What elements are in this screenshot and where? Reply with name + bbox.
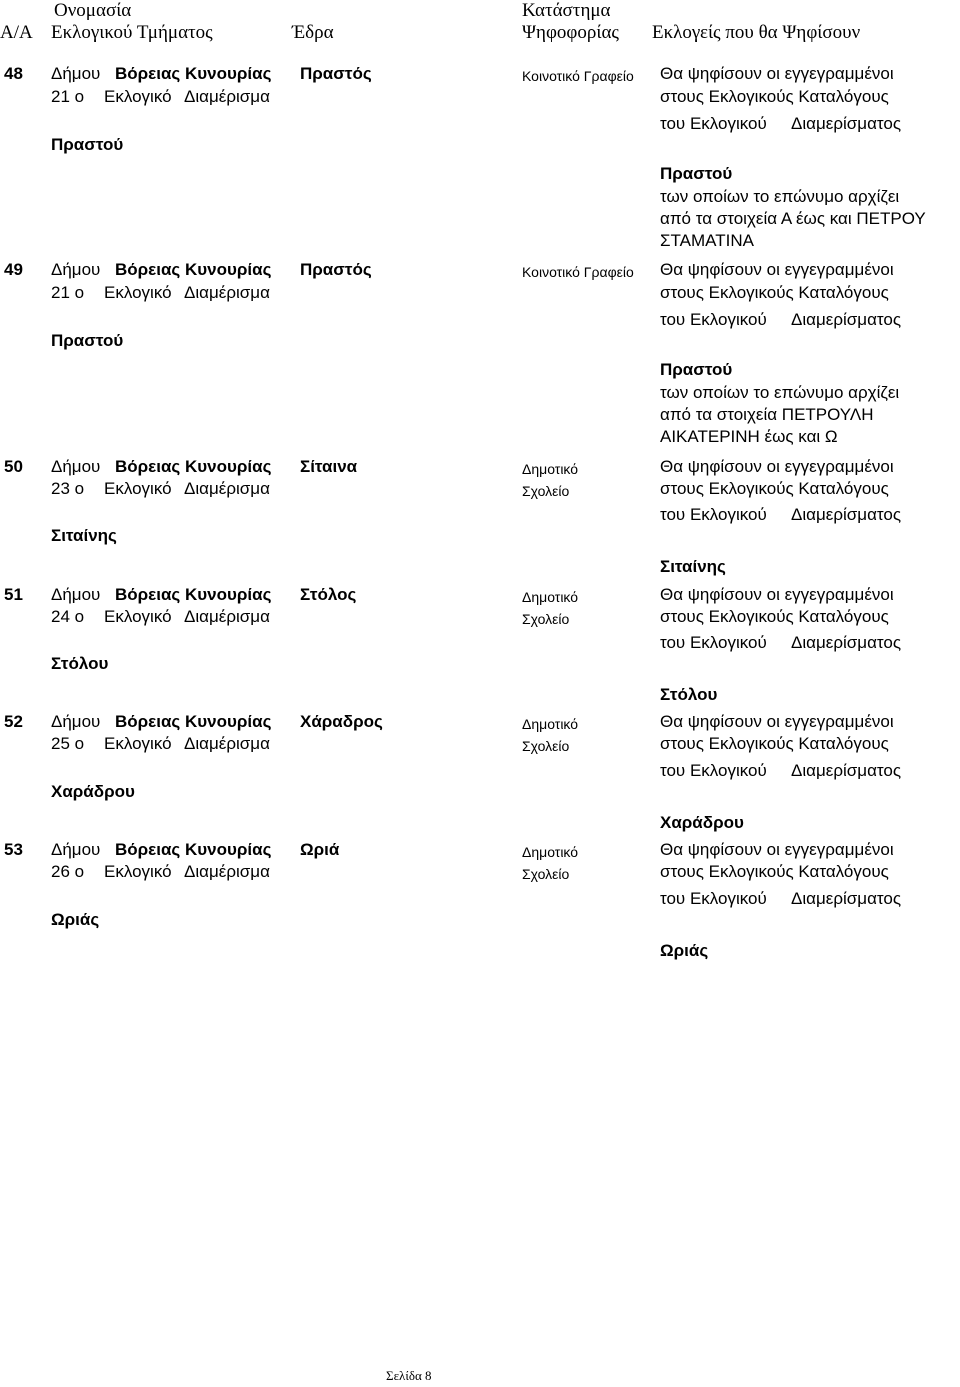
- entry-district-word: Εκλογικό: [104, 87, 172, 106]
- entry-voters-line2: στους Εκλογικούς Καταλόγους: [660, 283, 889, 302]
- header-name-bottom: Εκλογικού Τμήματος: [51, 22, 213, 43]
- entry-locality: Στόλου: [51, 654, 109, 673]
- entry-voters-line1: Θα ψηφίσουν οι εγγεγραμμένοι: [660, 260, 894, 279]
- entry-number: 53: [4, 840, 23, 859]
- entry-district-no: 25 ο: [51, 734, 85, 753]
- entry-locality: Χαράδρου: [51, 782, 135, 801]
- entry-municipality: Δήμου: [51, 712, 101, 731]
- entry-number: 48: [4, 64, 23, 83]
- entry-voters-line3: του Εκλογικού: [660, 889, 767, 908]
- entry-region: Βόρειας Κυνουρίας: [115, 712, 272, 731]
- entry-district-type: Διαμέρισμα: [184, 283, 270, 302]
- entry-voters-line3b: Διαμερίσματος: [791, 761, 902, 780]
- header-elections: Εκλογείς που θα Ψηφίσουν: [652, 22, 861, 43]
- entry-voters-line1: Θα ψηφίσουν οι εγγεγραμμένοι: [660, 585, 894, 604]
- entry-district-word: Εκλογικό: [104, 734, 172, 753]
- entry-place: Στόλος: [300, 585, 357, 604]
- entry-store: Κοινοτικό Γραφείο: [522, 264, 634, 280]
- entry-store: Δημοτικό: [522, 716, 579, 732]
- entry-district-no: 21 ο: [51, 87, 85, 106]
- entry-locality: Σιταίνης: [51, 526, 117, 545]
- entry-voters-line1: Θα ψηφίσουν οι εγγεγραμμένοι: [660, 840, 894, 859]
- entry-voters-line1: Θα ψηφίσουν οι εγγεγραμμένοι: [660, 64, 894, 83]
- entry-voters-line2: στους Εκλογικούς Καταλόγους: [660, 87, 889, 106]
- entry-region: Βόρειας Κυνουρίας: [115, 457, 272, 476]
- entry-voters-line2: στους Εκλογικούς Καταλόγους: [660, 734, 889, 753]
- entry-district-type: Διαμέρισμα: [184, 734, 270, 753]
- entry-extra1: των οποίων το επώνυμο αρχίζει: [660, 187, 900, 206]
- entry-district-word: Εκλογικό: [104, 862, 172, 881]
- entry-voters-line1: Θα ψηφίσουν οι εγγεγραμμένοι: [660, 712, 894, 731]
- entry-voters-line3b: Διαμερίσματος: [791, 633, 902, 652]
- entry-voters-line3b: Διαμερίσματος: [791, 889, 902, 908]
- entry-extra3: ΑΙΚΑΤΕΡΙΝΗ έως και Ω: [660, 427, 838, 446]
- entry-district-type: Διαμέρισμα: [184, 862, 270, 881]
- entry-region: Βόρειας Κυνουρίας: [115, 64, 272, 83]
- entry-store-line2: Σχολείο: [522, 738, 570, 754]
- entry-locality: Πραστού: [51, 331, 124, 350]
- header-store-top: Κατάστημα: [522, 0, 611, 21]
- entry-number: 51: [4, 585, 23, 604]
- entry-extra3: ΣΤΑΜΑΤΙΝΑ: [660, 231, 754, 250]
- entry-extra2: από τα στοιχεία Α έως και ΠΕΤΡΟΥ: [660, 209, 926, 228]
- entry-voters-line2: στους Εκλογικούς Καταλόγους: [660, 862, 889, 881]
- entry-voters-line1: Θα ψηφίσουν οι εγγεγραμμένοι: [660, 457, 894, 476]
- entry-district-word: Εκλογικό: [104, 479, 172, 498]
- entry-district-type: Διαμέρισμα: [184, 607, 270, 626]
- entry-voters-line3b: Διαμερίσματος: [791, 114, 902, 133]
- entry-voters-locality: Πραστού: [660, 164, 733, 183]
- header-seat: Έδρα: [292, 22, 334, 43]
- entry-place: Πραστός: [300, 260, 372, 279]
- entry-voters-line2: στους Εκλογικούς Καταλόγους: [660, 607, 889, 626]
- entry-voters-line3: του Εκλογικού: [660, 633, 767, 652]
- entry-voters-locality: Χαράδρου: [660, 813, 744, 832]
- entry-voters-line3b: Διαμερίσματος: [791, 310, 902, 329]
- entry-voters-locality: Πραστού: [660, 360, 733, 379]
- entry-voters-line3b: Διαμερίσματος: [791, 505, 902, 524]
- entry-municipality: Δήμου: [51, 585, 101, 604]
- entry-store: Δημοτικό: [522, 589, 579, 605]
- header-aa: Α/Α: [0, 22, 33, 43]
- entry-region: Βόρειας Κυνουρίας: [115, 840, 272, 859]
- entry-voters-locality: Σιταίνης: [660, 557, 726, 576]
- entry-municipality: Δήμου: [51, 840, 101, 859]
- header-store-bottom: Ψηφοφορίας: [522, 22, 619, 43]
- entry-store-line2: Σχολείο: [522, 866, 570, 882]
- entry-place: Σίταινα: [300, 457, 358, 476]
- entry-locality: Πραστού: [51, 135, 124, 154]
- entry-voters-locality: Στόλου: [660, 685, 718, 704]
- entry-region: Βόρειας Κυνουρίας: [115, 585, 272, 604]
- entry-voters-line3: του Εκλογικού: [660, 761, 767, 780]
- entry-voters-line3: του Εκλογικού: [660, 310, 767, 329]
- entry-district-no: 24 ο: [51, 607, 85, 626]
- entry-municipality: Δήμου: [51, 457, 101, 476]
- entry-district-no: 23 ο: [51, 479, 85, 498]
- entry-district-type: Διαμέρισμα: [184, 479, 270, 498]
- entry-voters-line2: στους Εκλογικούς Καταλόγους: [660, 479, 889, 498]
- entry-voters-line3: του Εκλογικού: [660, 114, 767, 133]
- entry-number: 50: [4, 457, 23, 476]
- entry-extra2: από τα στοιχεία ΠΕΤΡΟΥΛΗ: [660, 405, 874, 424]
- entry-region: Βόρειας Κυνουρίας: [115, 260, 272, 279]
- entry-place: Πραστός: [300, 64, 372, 83]
- entry-store-line2: Σχολείο: [522, 611, 570, 627]
- entry-voters-line3: του Εκλογικού: [660, 505, 767, 524]
- entry-district-type: Διαμέρισμα: [184, 87, 270, 106]
- entry-district-word: Εκλογικό: [104, 283, 172, 302]
- entry-store: Κοινοτικό Γραφείο: [522, 68, 634, 84]
- entry-district-no: 26 ο: [51, 862, 85, 881]
- entry-municipality: Δήμου: [51, 260, 101, 279]
- entry-voters-locality: Ωριάς: [660, 941, 709, 960]
- entry-store-line2: Σχολείο: [522, 483, 570, 499]
- entry-number: 49: [4, 260, 23, 279]
- entry-municipality: Δήμου: [51, 64, 101, 83]
- entry-district-no: 21 ο: [51, 283, 85, 302]
- entry-store: Δημοτικό: [522, 461, 579, 477]
- entry-number: 52: [4, 712, 23, 731]
- entry-district-word: Εκλογικό: [104, 607, 172, 626]
- page-number: Σελίδα 8: [386, 1368, 432, 1383]
- entry-place: Χάραδρος: [300, 712, 383, 731]
- entry-place: Ωριά: [300, 840, 340, 859]
- entry-extra1: των οποίων το επώνυμο αρχίζει: [660, 383, 900, 402]
- header-name-top: Ονομασία: [54, 0, 132, 21]
- entry-store: Δημοτικό: [522, 844, 579, 860]
- entry-locality: Ωριάς: [51, 910, 100, 929]
